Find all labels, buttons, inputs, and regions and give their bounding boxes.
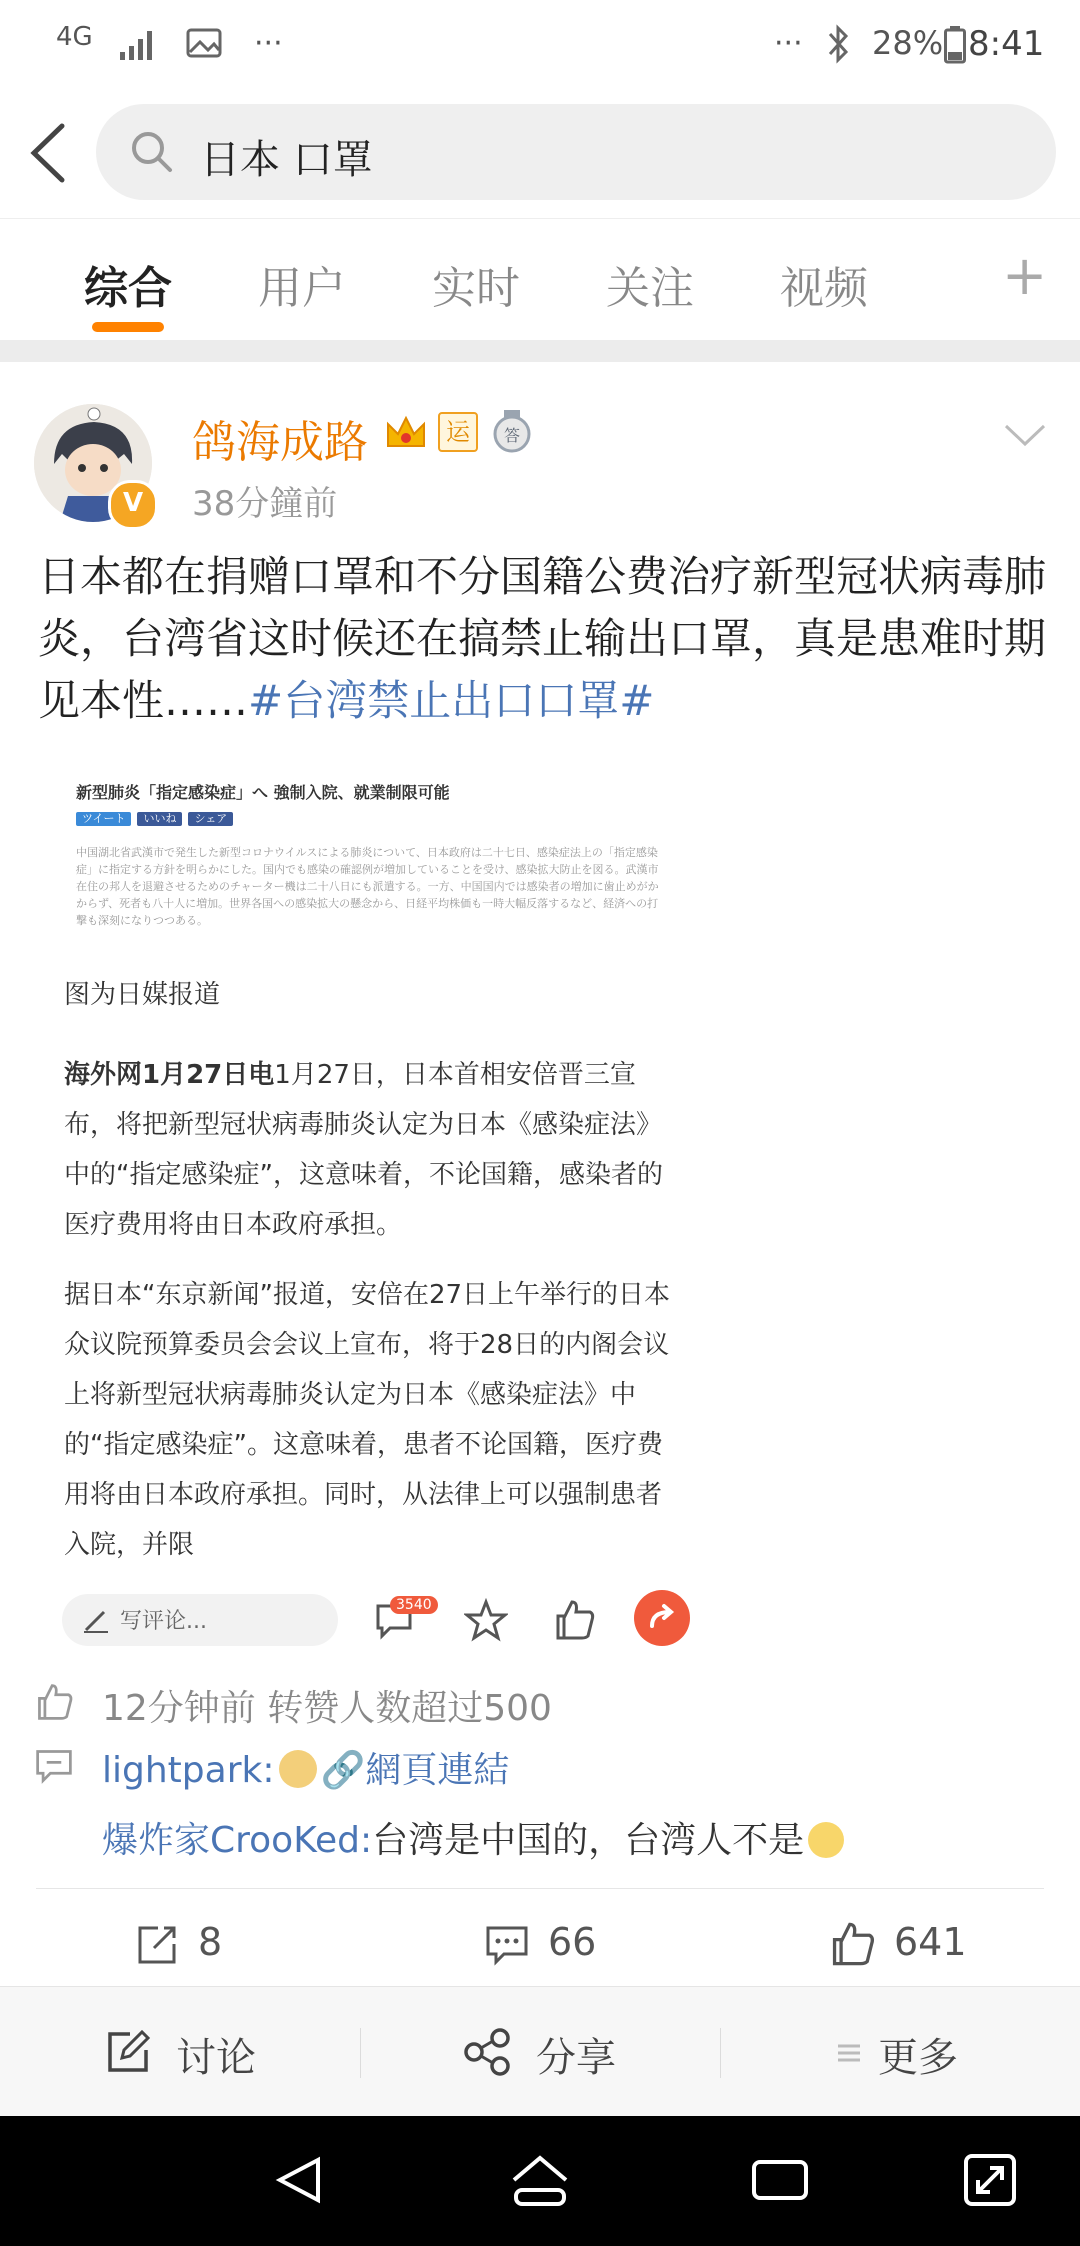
tab-realtime[interactable]: 实时	[432, 263, 520, 314]
comment-count: 66	[548, 1920, 597, 1964]
menu-icon	[836, 2040, 862, 2066]
share-action-button[interactable]: 分享	[536, 2035, 616, 2081]
post-body: 日本都在捐赠口罩和不分国籍公费治疗新型冠状病毒肺炎，台湾省这时候还在搞禁止输出口罩，真是患难时期见本性……	[38, 552, 1047, 725]
like-icon	[34, 1682, 74, 1722]
gallery-icon	[186, 28, 222, 58]
link-icon: 🔗	[320, 1750, 366, 1791]
search-icon	[130, 130, 174, 174]
web-link[interactable]: 網頁連結	[365, 1750, 510, 1791]
status-right-dots: ···	[774, 26, 803, 61]
network-type: 4G	[56, 22, 93, 52]
nav-home-icon[interactable]	[508, 2152, 572, 2208]
thumbs-up-icon[interactable]	[552, 1598, 596, 1642]
comment-user[interactable]: lightpark	[102, 1750, 263, 1791]
write-comment-placeholder: 写评论...	[120, 1609, 207, 1634]
nav-back-icon[interactable]	[272, 2152, 328, 2208]
signal-icon	[120, 28, 160, 60]
comment-count-badge: 3540	[390, 1596, 438, 1614]
share-arrow-icon	[634, 1590, 690, 1646]
article-title: 新型肺炎「指定感染症」へ 強制入院、就業制限可能	[76, 783, 450, 802]
comment-2: 爆炸家CrooKed:台湾是中国的，台湾人不是	[102, 1812, 844, 1863]
article-japanese-body: 中国湖北省武漢市で発生した新型コロナウイルスによる肺炎について、日本政府は二十七日、感染症法上の「指定感染症」に指定する方針を明らかにした。国内でも感染の確認例が増加していることを受け、感染拡大防止を図る。武漢市在住の邦人を退避させるためのチャーター機は二十八日にも派遣する。一方、中国国内では感染者の増加に歯止めがかからず、死者も八十人に増加。世界各国への感染拡大の懸念から、日経平均株価も一時大幅反落するなど、経済への打撃も深刻になりつつある。	[76, 846, 659, 927]
article-paragraph-2: 据日本“东京新闻”报道，安倍在27日上午举行的日本众议院预算委员会会议上宣布，将于28日的内阁会议上将新型冠状病毒肺炎认定为日本《感染症法》中的“指定感染症”。这意味着，患者不论国籍，医疗费用将由日本政府承担。同时，从法律上可以强制患者入院，并限	[64, 1280, 671, 1560]
status-left-dots: ···	[254, 26, 283, 61]
nav-expand-icon[interactable]	[960, 2150, 1020, 2210]
search-query: 日本 口罩	[200, 137, 373, 183]
tab-following[interactable]: 关注	[606, 263, 694, 314]
medal-badge-icon	[492, 410, 532, 454]
comment-user[interactable]: 爆炸家CrooKed	[102, 1820, 361, 1861]
repost-count: 8	[198, 1920, 223, 1964]
article-share-buttons	[76, 812, 239, 826]
share-chip: いいね	[137, 812, 182, 826]
tabs-more-button[interactable]: +	[1002, 244, 1048, 307]
bluetooth-icon	[826, 24, 852, 64]
star-icon[interactable]	[464, 1598, 508, 1642]
share-chip: シェア	[188, 812, 233, 826]
section-divider	[0, 340, 1080, 362]
divider	[36, 1888, 1044, 1889]
repost-info: 12分钟前 转赞人数超过500	[102, 1688, 552, 1729]
article-paragraph-1	[64, 1050, 676, 1250]
verified-badge-icon: V	[108, 480, 158, 530]
pencil-icon	[82, 1606, 110, 1634]
clock: 8:41	[968, 24, 1045, 64]
post-username[interactable]: 鸽海成路	[192, 417, 368, 468]
post-hashtag[interactable]: #台湾禁止出口口罩#	[248, 676, 655, 725]
nav-recents-icon[interactable]	[750, 2156, 810, 2204]
comment-1: lightpark: 🔗網頁連結	[102, 1750, 510, 1791]
post-time: 38分鐘前	[192, 484, 338, 524]
comment-list-icon	[34, 1746, 74, 1786]
post-text	[38, 546, 1048, 732]
discuss-button[interactable]: 讨论	[176, 2035, 256, 2081]
doge-emoji-icon	[279, 1750, 317, 1788]
article-lead: 海外网1月27日电	[64, 1060, 275, 1090]
tab-users[interactable]: 用户	[258, 263, 346, 314]
battery-icon	[944, 26, 966, 64]
tab-video[interactable]: 视频	[780, 263, 868, 314]
active-tab-indicator	[92, 322, 164, 332]
share-nodes-icon	[462, 2028, 514, 2076]
repost-icon[interactable]	[134, 1922, 180, 1968]
article-caption: 图为日媒报道	[64, 980, 221, 1010]
tab-overall[interactable]: 综合	[84, 263, 172, 314]
share-chip: ツイート	[76, 812, 131, 826]
system-navigation-bar	[0, 2116, 1080, 2246]
battery-percent: 28%	[872, 24, 944, 62]
comment-text: 台湾是中国的，台湾人不是	[372, 1820, 805, 1861]
yun-badge-icon: 运	[438, 412, 478, 452]
crown-badge-icon	[384, 412, 428, 452]
back-arrow-icon[interactable]	[22, 118, 82, 188]
divider	[360, 2028, 361, 2078]
edit-icon	[104, 2028, 152, 2076]
divider	[720, 2028, 721, 2078]
status-bar	[0, 0, 1080, 92]
smile-emoji-icon	[808, 1822, 844, 1858]
comment-count-icon[interactable]	[484, 1922, 530, 1968]
post-image[interactable]	[56, 760, 686, 1640]
share-button[interactable]	[634, 1590, 690, 1646]
article-paragraph-1-body: 1月27日，日本首相安倍晋三宣布，将把新型冠状病毒肺炎认定为日本《感染症法》中的“指定感染症”，这意味着，不论国籍，感染者的医疗费用将由日本政府承担。	[64, 1060, 663, 1240]
svg-text:答: 答	[503, 426, 521, 445]
like-count-icon[interactable]	[828, 1920, 876, 1968]
like-count: 641	[894, 1920, 967, 1964]
chevron-down-icon[interactable]	[1000, 420, 1050, 450]
more-button[interactable]: 更多	[878, 2035, 958, 2081]
